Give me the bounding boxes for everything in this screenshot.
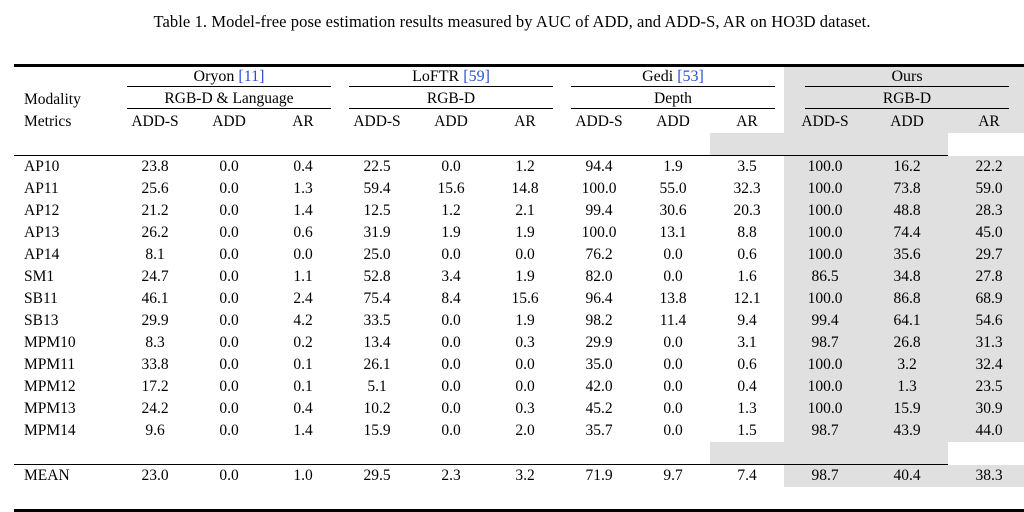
group-name-loftr: LoFTR	[412, 68, 460, 85]
cell: 55.0	[659, 180, 687, 198]
row-label: AP13	[24, 224, 60, 242]
cell: 59.4	[363, 180, 391, 198]
row-label: AP14	[24, 246, 60, 264]
cell: 100.0	[581, 180, 617, 198]
metric-loftr-add: ADD	[434, 113, 468, 131]
cell: 28.3	[948, 200, 1024, 222]
group-header-loftr	[340, 66, 562, 90]
cell: 29.5	[363, 467, 391, 485]
cell: 0.0	[219, 246, 239, 264]
rule-top	[14, 42, 1024, 66]
cell: 35.0	[585, 356, 613, 374]
cell: 100.0	[581, 224, 617, 242]
cell: 8.4	[441, 290, 461, 308]
cell: 46.1	[141, 290, 169, 308]
cell: 54.6	[948, 310, 1024, 332]
cell: 0.0	[219, 422, 239, 440]
cell: 100.0	[784, 354, 866, 376]
cell: 1.4	[293, 202, 313, 220]
cell: 71.9	[585, 467, 613, 485]
cell: 100.0	[784, 222, 866, 244]
cell: 33.8	[141, 356, 169, 374]
cell: 100.0	[784, 200, 866, 222]
row-header-modality: Modality	[24, 91, 81, 109]
cell: 13.8	[659, 290, 687, 308]
cell: 2.0	[515, 422, 535, 440]
cell: 0.3	[515, 334, 535, 352]
cell: 100.0	[784, 398, 866, 420]
row-label: MEAN	[24, 467, 70, 485]
row-label: MPM12	[24, 378, 76, 396]
rule-bottom	[14, 487, 1024, 511]
cell: 74.4	[866, 222, 948, 244]
cell: 64.1	[866, 310, 948, 332]
table-row	[14, 244, 1024, 266]
cell: 99.4	[784, 310, 866, 332]
cell: 0.0	[219, 467, 239, 485]
modality-row	[14, 89, 1024, 111]
cell: 99.4	[585, 202, 613, 220]
cell: 1.9	[515, 224, 535, 242]
row-label: SM1	[24, 268, 55, 286]
metric-ours-add: ADD	[866, 111, 948, 133]
group-name-oryon: Oryon	[193, 68, 235, 85]
cell: 33.5	[363, 312, 391, 330]
cell: 9.4	[737, 312, 757, 330]
metric-ours-adds: ADD-S	[784, 111, 866, 133]
cell: 26.8	[866, 332, 948, 354]
cell: 15.6	[437, 180, 465, 198]
cell: 0.6	[293, 224, 313, 242]
cell: 21.2	[141, 202, 169, 220]
cell: 26.2	[141, 224, 169, 242]
cell: 25.6	[141, 180, 169, 198]
caption-text: Table 1. Model-free pose estimation results measured by AUC of ADD, and ADD-S, AR on HO3D dataset.	[153, 12, 871, 31]
cell: 34.8	[866, 266, 948, 288]
row-label: AP12	[24, 202, 60, 220]
table-row	[14, 178, 1024, 200]
table-row	[14, 266, 1024, 288]
cell: 0.0	[219, 334, 239, 352]
cell: 0.0	[663, 422, 683, 440]
metric-gedi-ar: AR	[736, 113, 758, 131]
cell: 9.6	[145, 422, 165, 440]
cell: 25.0	[363, 246, 391, 264]
cell: 10.2	[363, 400, 391, 418]
cell: 96.4	[585, 290, 613, 308]
cell: 45.0	[948, 222, 1024, 244]
mean-row	[14, 465, 1024, 488]
cell: 94.4	[585, 158, 613, 176]
cell: 0.1	[293, 356, 313, 374]
cell: 2.4	[293, 290, 313, 308]
group-header-gedi	[562, 66, 784, 90]
cell: 13.4	[363, 334, 391, 352]
cell: 26.1	[363, 356, 391, 374]
results-table	[14, 42, 1024, 512]
cell: 9.7	[663, 467, 683, 485]
cell: 52.8	[363, 268, 391, 286]
cell: 0.0	[219, 268, 239, 286]
modality-gedi: Depth	[562, 89, 784, 111]
table-row	[14, 288, 1024, 310]
table-row	[14, 310, 1024, 332]
cell: 3.2	[866, 354, 948, 376]
cell: 0.0	[663, 378, 683, 396]
metric-oryon-adds: ADD-S	[131, 113, 179, 131]
modality-oryon: RGB-D & Language	[118, 89, 340, 111]
cell: 1.0	[293, 467, 313, 485]
table-row	[14, 376, 1024, 398]
metrics-row	[14, 111, 1024, 133]
cell: 35.6	[866, 244, 948, 266]
cell: 0.0	[663, 268, 683, 286]
cell: 5.1	[367, 378, 387, 396]
rule-header-body	[14, 133, 1024, 156]
cell: 15.9	[363, 422, 391, 440]
cell: 0.2	[293, 334, 313, 352]
cell: 23.5	[948, 376, 1024, 398]
cell: 29.7	[948, 244, 1024, 266]
cell: 100.0	[784, 288, 866, 310]
cell: 0.4	[293, 158, 313, 176]
group-name-ours: Ours	[805, 69, 1009, 87]
cell: 75.4	[363, 290, 391, 308]
cell: 0.0	[441, 356, 461, 374]
group-header-spacer	[14, 66, 118, 90]
cell: 1.2	[441, 202, 461, 220]
cell: 0.0	[441, 334, 461, 352]
cell: 100.0	[784, 244, 866, 266]
citation-gedi[interactable]: [53]	[677, 68, 704, 85]
cell: 1.2	[515, 158, 535, 176]
cell: 43.9	[866, 420, 948, 442]
group-name-gedi: Gedi	[642, 68, 674, 85]
cell: 73.8	[866, 178, 948, 200]
cell: 0.1	[293, 378, 313, 396]
cell: 100.0	[784, 178, 866, 200]
table-row	[14, 354, 1024, 376]
cell: 1.3	[737, 400, 757, 418]
cell: 15.9	[866, 398, 948, 420]
cell: 3.2	[515, 467, 535, 485]
cell: 40.4	[866, 465, 948, 488]
table-row	[14, 398, 1024, 420]
metric-loftr-adds: ADD-S	[353, 113, 401, 131]
metric-gedi-adds: ADD-S	[575, 113, 623, 131]
cell: 27.8	[948, 266, 1024, 288]
row-label: SB11	[24, 290, 58, 308]
table-row	[14, 332, 1024, 354]
cell: 98.7	[784, 332, 866, 354]
cell: 0.0	[515, 356, 535, 374]
cell: 35.7	[585, 422, 613, 440]
cell: 0.0	[219, 224, 239, 242]
cell: 2.1	[515, 202, 535, 220]
row-label: AP11	[24, 180, 59, 198]
cell: 3.4	[441, 268, 461, 286]
cell: 1.9	[441, 224, 461, 242]
row-label: MPM14	[24, 422, 76, 440]
table-caption	[0, 0, 1024, 42]
cell: 1.5	[737, 422, 757, 440]
cell: 12.1	[733, 290, 761, 308]
group-header-row	[14, 66, 1024, 90]
row-label: AP10	[24, 158, 60, 176]
metric-ours-ar: AR	[948, 111, 1024, 133]
group-header-oryon	[118, 66, 340, 90]
row-label: SB13	[24, 312, 59, 330]
cell: 0.3	[515, 400, 535, 418]
cell: 68.9	[948, 288, 1024, 310]
cell: 0.0	[219, 400, 239, 418]
cell: 2.3	[441, 467, 461, 485]
cell: 0.0	[441, 312, 461, 330]
cell: 0.0	[441, 246, 461, 264]
cell: 86.5	[784, 266, 866, 288]
cell: 1.6	[737, 268, 757, 286]
cell: 3.1	[737, 334, 757, 352]
cell: 8.3	[145, 334, 165, 352]
cell: 0.0	[219, 378, 239, 396]
cell: 0.0	[663, 400, 683, 418]
cell: 31.3	[948, 332, 1024, 354]
cell: 1.1	[293, 268, 313, 286]
cell: 0.0	[441, 378, 461, 396]
cell: 0.0	[219, 290, 239, 308]
cell: 17.2	[141, 378, 169, 396]
cell: 1.9	[663, 158, 683, 176]
cell: 38.3	[948, 465, 1024, 488]
cell: 0.4	[293, 400, 313, 418]
table-row	[14, 222, 1024, 244]
cell: 100.0	[784, 376, 866, 398]
row-header-metrics: Metrics	[24, 113, 72, 131]
cell: 0.0	[663, 246, 683, 264]
cell: 98.7	[784, 465, 866, 488]
metric-loftr-ar: AR	[514, 113, 536, 131]
cell: 8.1	[145, 246, 165, 264]
cell: 0.0	[515, 246, 535, 264]
metric-oryon-ar: AR	[292, 113, 314, 131]
cell: 48.8	[866, 200, 948, 222]
rule-body-mean	[14, 442, 1024, 465]
cell: 59.0	[948, 178, 1024, 200]
cell: 3.5	[737, 158, 757, 176]
cell: 4.2	[293, 312, 313, 330]
cell: 44.0	[948, 420, 1024, 442]
cell: 0.0	[219, 202, 239, 220]
cell: 1.9	[515, 312, 535, 330]
cell: 0.0	[441, 158, 461, 176]
modality-loftr: RGB-D	[340, 89, 562, 111]
cell: 0.0	[219, 158, 239, 176]
row-label: MPM11	[24, 356, 76, 374]
modality-ours: RGB-D	[784, 89, 1024, 111]
cell: 82.0	[585, 268, 613, 286]
cell: 15.6	[511, 290, 539, 308]
cell: 45.2	[585, 400, 613, 418]
row-label: MPM10	[24, 334, 76, 352]
group-header-ours	[784, 66, 1024, 90]
cell: 8.8	[737, 224, 757, 242]
cell: 32.3	[733, 180, 761, 198]
cell: 86.8	[866, 288, 948, 310]
cell: 0.0	[515, 378, 535, 396]
cell: 16.2	[866, 156, 948, 179]
cell: 22.2	[948, 156, 1024, 179]
cell: 31.9	[363, 224, 391, 242]
cell: 30.9	[948, 398, 1024, 420]
cell: 12.5	[363, 202, 391, 220]
cell: 0.0	[219, 356, 239, 374]
cell: 0.0	[293, 246, 313, 264]
cell: 24.2	[141, 400, 169, 418]
cell: 24.7	[141, 268, 169, 286]
cell: 22.5	[363, 158, 391, 176]
cell: 0.0	[663, 334, 683, 352]
cell: 0.6	[737, 356, 757, 374]
cell: 1.3	[293, 180, 313, 198]
table-row	[14, 200, 1024, 222]
cell: 1.3	[866, 376, 948, 398]
cell: 32.4	[948, 354, 1024, 376]
cell: 0.0	[441, 422, 461, 440]
cell: 11.4	[659, 312, 687, 330]
cell: 1.4	[293, 422, 313, 440]
cell: 76.2	[585, 246, 613, 264]
cell: 98.2	[585, 312, 613, 330]
cell: 1.9	[515, 268, 535, 286]
cell: 29.9	[141, 312, 169, 330]
cell: 13.1	[659, 224, 687, 242]
cell: 42.0	[585, 378, 613, 396]
cell: 0.0	[441, 400, 461, 418]
cell: 0.0	[663, 356, 683, 374]
cell: 30.6	[659, 202, 687, 220]
metric-gedi-add: ADD	[656, 113, 690, 131]
cell: 23.8	[141, 158, 169, 176]
cell: 29.9	[585, 334, 613, 352]
cell: 0.0	[219, 312, 239, 330]
table-row	[14, 156, 1024, 179]
table-row	[14, 420, 1024, 442]
cell: 0.0	[219, 180, 239, 198]
row-label: MPM13	[24, 400, 76, 418]
cell: 23.0	[141, 467, 169, 485]
cell: 7.4	[737, 467, 757, 485]
cell: 0.4	[737, 378, 757, 396]
cell: 98.7	[784, 420, 866, 442]
citation-loftr[interactable]: [59]	[463, 68, 490, 85]
cell: 20.3	[733, 202, 761, 220]
cell: 14.8	[511, 180, 539, 198]
citation-oryon[interactable]: [11]	[238, 68, 265, 85]
cell: 100.0	[784, 156, 866, 179]
metric-oryon-add: ADD	[212, 113, 246, 131]
cell: 0.6	[737, 246, 757, 264]
table-container	[0, 42, 1024, 512]
